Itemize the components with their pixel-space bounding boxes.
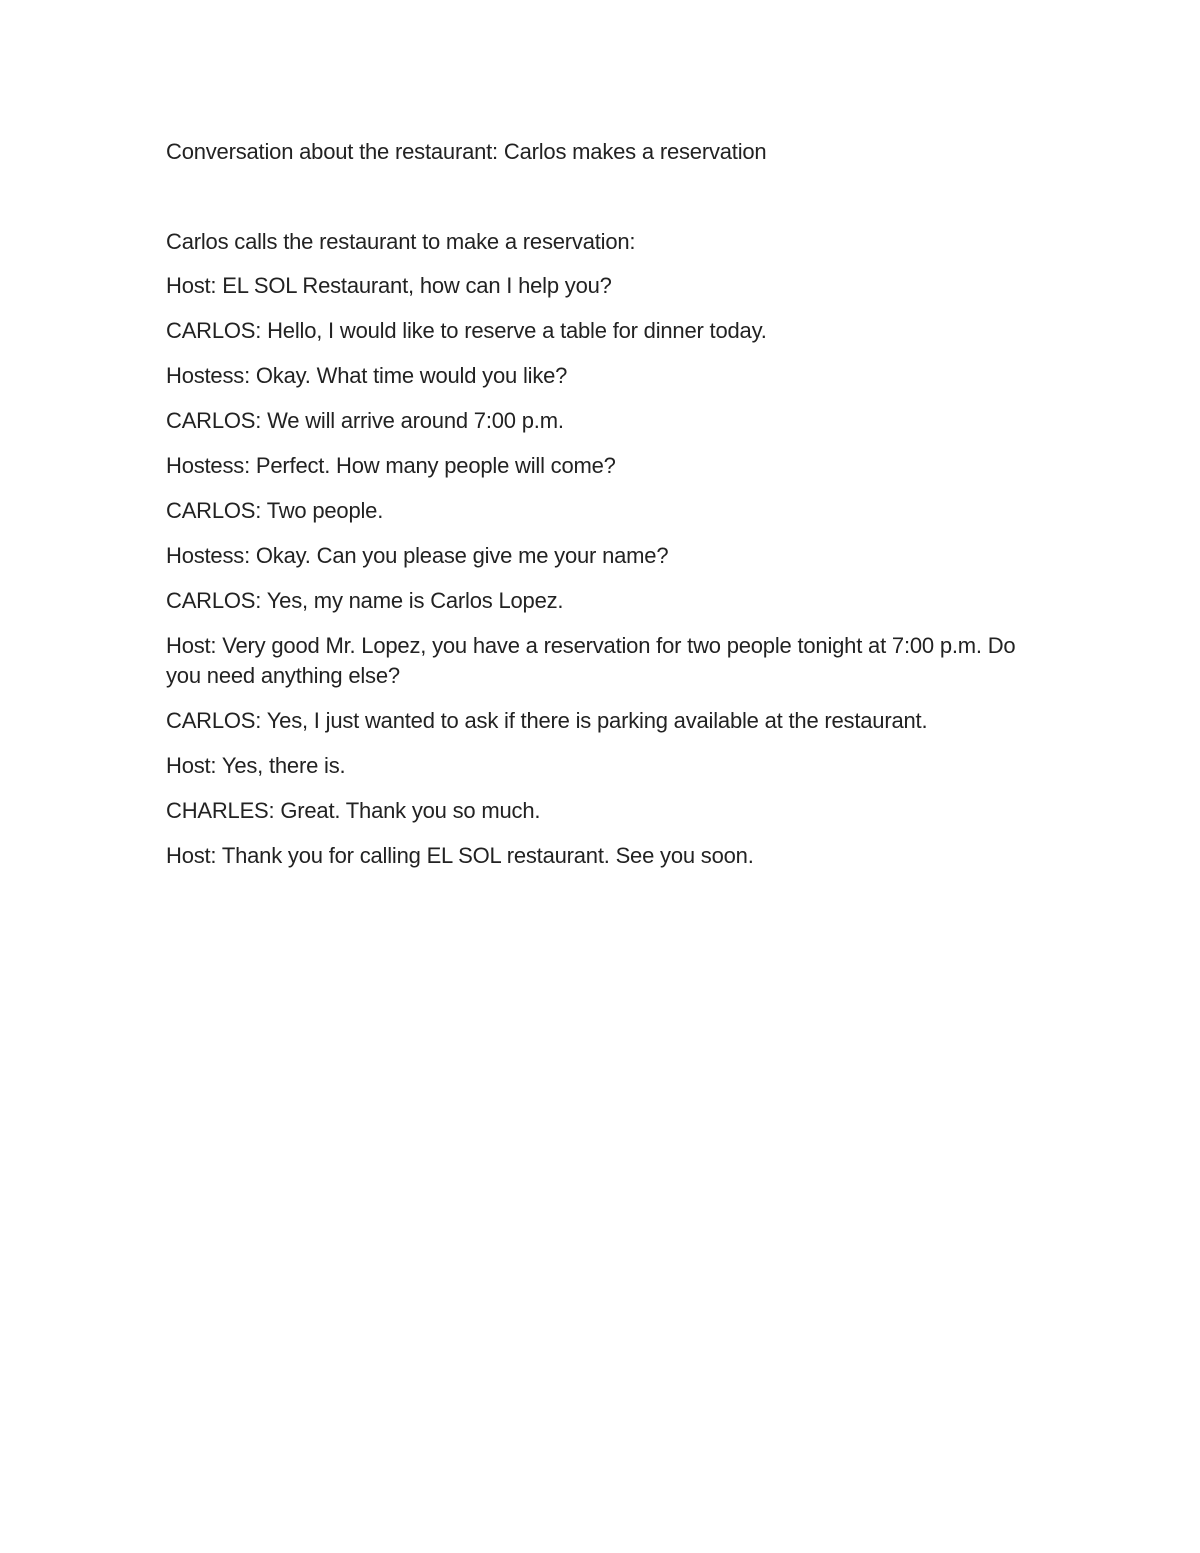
document-title: Conversation about the restaurant: Carlos makes a reservation bbox=[166, 139, 767, 164]
document-body bbox=[166, 137, 1026, 871]
dialogue-line: Hostess: Perfect. How many people will come? bbox=[166, 453, 616, 478]
dialogue-line: CARLOS: Two people. bbox=[166, 498, 384, 523]
dialogue-line: Host: Very good Mr. Lopez, you have a reservation for two people tonight at 7:00 p.m. Do you need anything else? bbox=[166, 633, 1016, 688]
dialogue-line: Hostess: Okay. Can you please give me your name? bbox=[166, 543, 669, 568]
dialogue-line: CARLOS: We will arrive around 7:00 p.m. bbox=[166, 408, 564, 433]
dialogue-line: Host: EL SOL Restaurant, how can I help you? bbox=[166, 273, 612, 298]
dialogue-line: CARLOS: Yes, I just wanted to ask if there is parking available at the restaurant. bbox=[166, 708, 928, 733]
dialogue-line: Hostess: Okay. What time would you like? bbox=[166, 363, 568, 388]
intro-line: Carlos calls the restaurant to make a reservation: bbox=[166, 229, 636, 254]
dialogue-line: Host: Yes, there is. bbox=[166, 753, 346, 778]
dialogue-line: CHARLES: Great. Thank you so much. bbox=[166, 798, 541, 823]
dialogue-line: Host: Thank you for calling EL SOL restaurant. See you soon. bbox=[166, 843, 754, 868]
dialogue-line: CARLOS: Hello, I would like to reserve a table for dinner today. bbox=[166, 318, 767, 343]
dialogue-line: CARLOS: Yes, my name is Carlos Lopez. bbox=[166, 588, 564, 613]
